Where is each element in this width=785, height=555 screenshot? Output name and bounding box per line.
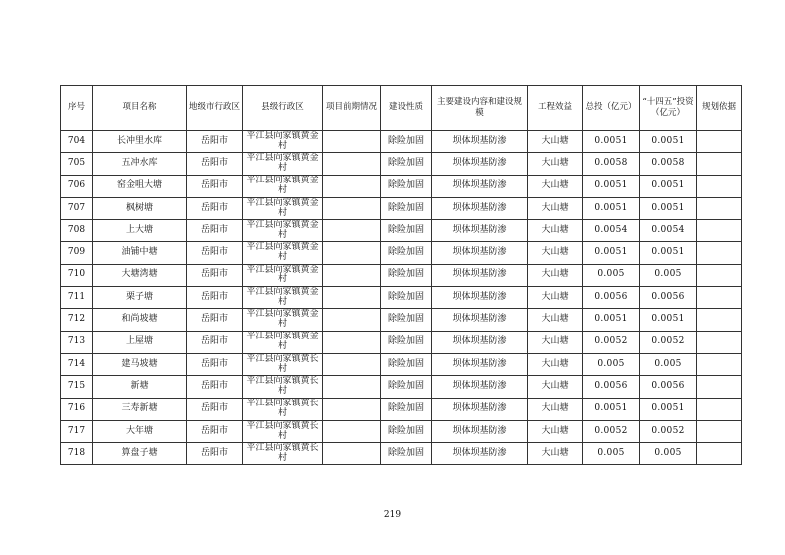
cell-construction-nature: 除险加固 <box>381 175 432 197</box>
cell-plan-investment: 0.0052 <box>640 331 697 353</box>
cell-planning-basis <box>697 153 742 175</box>
cell-plan-investment: 0.0056 <box>640 287 697 309</box>
cell-construction-content: 坝体坝基防渗 <box>432 398 528 420</box>
cell-city: 岳阳市 <box>187 420 243 442</box>
cell-seq: 704 <box>61 131 93 153</box>
cell-total-investment: 0.005 <box>583 264 640 286</box>
cell-preliminary-status <box>323 175 381 197</box>
cell-total-investment: 0.0051 <box>583 131 640 153</box>
cell-benefit: 大山塘 <box>528 175 583 197</box>
cell-benefit: 大山塘 <box>528 287 583 309</box>
cell-preliminary-status <box>323 331 381 353</box>
cell-city: 岳阳市 <box>187 376 243 398</box>
cell-project-name: 上屋塘 <box>93 331 187 353</box>
cell-construction-content: 坝体坝基防渗 <box>432 331 528 353</box>
cell-county: 平江县向家镇黄长村 <box>243 420 323 442</box>
cell-city: 岳阳市 <box>187 220 243 242</box>
cell-city: 岳阳市 <box>187 287 243 309</box>
cell-county: 平江县向家镇黄金村 <box>243 264 323 286</box>
cell-construction-nature: 除险加固 <box>381 153 432 175</box>
header-city: 地级市行政区 <box>187 86 243 131</box>
cell-preliminary-status <box>323 264 381 286</box>
cell-construction-nature: 除险加固 <box>381 220 432 242</box>
table-row <box>61 153 742 175</box>
header-project-name: 项目名称 <box>93 86 187 131</box>
cell-city: 岳阳市 <box>187 398 243 420</box>
cell-benefit: 大山塘 <box>528 376 583 398</box>
cell-seq: 710 <box>61 264 93 286</box>
cell-construction-nature: 除险加固 <box>381 420 432 442</box>
cell-construction-content: 坝体坝基防渗 <box>432 264 528 286</box>
cell-benefit: 大山塘 <box>528 331 583 353</box>
cell-project-name: 栗子塘 <box>93 287 187 309</box>
cell-benefit: 大山塘 <box>528 153 583 175</box>
cell-county: 平江县向家镇黄长村 <box>243 376 323 398</box>
cell-seq: 707 <box>61 197 93 219</box>
cell-construction-nature: 除险加固 <box>381 443 432 465</box>
cell-plan-investment: 0.005 <box>640 443 697 465</box>
cell-planning-basis <box>697 220 742 242</box>
header-county: 县级行政区 <box>243 86 323 131</box>
cell-construction-content: 坝体坝基防渗 <box>432 376 528 398</box>
cell-plan-investment: 0.0051 <box>640 175 697 197</box>
cell-construction-content: 坝体坝基防渗 <box>432 153 528 175</box>
cell-seq: 709 <box>61 242 93 264</box>
cell-preliminary-status <box>323 353 381 375</box>
cell-total-investment: 0.0054 <box>583 220 640 242</box>
cell-plan-investment: 0.0051 <box>640 197 697 219</box>
cell-project-name: 长冲里水库 <box>93 131 187 153</box>
cell-construction-content: 坝体坝基防渗 <box>432 197 528 219</box>
table-row <box>61 420 742 442</box>
cell-total-investment: 0.0052 <box>583 331 640 353</box>
cell-benefit: 大山塘 <box>528 220 583 242</box>
header-total-investment: 总投（亿元） <box>583 86 640 131</box>
header-plan-investment: “十四五”投资（亿元） <box>640 86 697 131</box>
cell-seq: 711 <box>61 287 93 309</box>
table-row <box>61 175 742 197</box>
cell-city: 岳阳市 <box>187 153 243 175</box>
project-table <box>60 85 742 465</box>
cell-county: 平江县向家镇黄金村 <box>243 220 323 242</box>
cell-planning-basis <box>697 353 742 375</box>
cell-seq: 718 <box>61 443 93 465</box>
cell-planning-basis <box>697 443 742 465</box>
cell-county: 平江县向家镇黄长村 <box>243 398 323 420</box>
cell-preliminary-status <box>323 131 381 153</box>
cell-preliminary-status <box>323 242 381 264</box>
table-row <box>61 131 742 153</box>
table-body <box>61 131 742 465</box>
cell-plan-investment: 0.0051 <box>640 242 697 264</box>
cell-total-investment: 0.0051 <box>583 175 640 197</box>
cell-construction-nature: 除险加固 <box>381 398 432 420</box>
cell-seq: 716 <box>61 398 93 420</box>
cell-plan-investment: 0.0054 <box>640 220 697 242</box>
cell-construction-content: 坝体坝基防渗 <box>432 131 528 153</box>
cell-project-name: 三寿新塘 <box>93 398 187 420</box>
cell-planning-basis <box>697 197 742 219</box>
cell-construction-nature: 除险加固 <box>381 353 432 375</box>
cell-plan-investment: 0.0051 <box>640 309 697 331</box>
cell-construction-nature: 除险加固 <box>381 197 432 219</box>
cell-seq: 712 <box>61 309 93 331</box>
cell-county: 平江县向家镇黄金村 <box>243 242 323 264</box>
cell-construction-content: 坝体坝基防渗 <box>432 353 528 375</box>
cell-total-investment: 0.0052 <box>583 420 640 442</box>
cell-seq: 713 <box>61 331 93 353</box>
cell-planning-basis <box>697 264 742 286</box>
cell-total-investment: 0.0051 <box>583 197 640 219</box>
table-row <box>61 242 742 264</box>
cell-plan-investment: 0.005 <box>640 264 697 286</box>
cell-project-name: 新塘 <box>93 376 187 398</box>
cell-seq: 717 <box>61 420 93 442</box>
cell-county: 平江县向家镇黄金村 <box>243 131 323 153</box>
cell-plan-investment: 0.0058 <box>640 153 697 175</box>
cell-city: 岳阳市 <box>187 443 243 465</box>
cell-preliminary-status <box>323 443 381 465</box>
cell-benefit: 大山塘 <box>528 443 583 465</box>
cell-plan-investment: 0.005 <box>640 353 697 375</box>
cell-plan-investment: 0.0052 <box>640 420 697 442</box>
cell-construction-content: 坝体坝基防渗 <box>432 175 528 197</box>
table-row <box>61 264 742 286</box>
cell-seq: 706 <box>61 175 93 197</box>
cell-preliminary-status <box>323 153 381 175</box>
table-row <box>61 331 742 353</box>
cell-benefit: 大山塘 <box>528 420 583 442</box>
cell-construction-nature: 除险加固 <box>381 131 432 153</box>
header-planning-basis: 规划依据 <box>697 86 742 131</box>
cell-project-name: 上大塘 <box>93 220 187 242</box>
cell-benefit: 大山塘 <box>528 309 583 331</box>
table-row <box>61 443 742 465</box>
cell-planning-basis <box>697 420 742 442</box>
cell-planning-basis <box>697 287 742 309</box>
cell-planning-basis <box>697 131 742 153</box>
cell-county: 平江县向家镇黄金村 <box>243 175 323 197</box>
cell-seq: 708 <box>61 220 93 242</box>
cell-preliminary-status <box>323 197 381 219</box>
cell-construction-nature: 除险加固 <box>381 331 432 353</box>
cell-planning-basis <box>697 398 742 420</box>
cell-construction-content: 坝体坝基防渗 <box>432 220 528 242</box>
table-row <box>61 287 742 309</box>
cell-preliminary-status <box>323 376 381 398</box>
cell-city: 岳阳市 <box>187 353 243 375</box>
cell-benefit: 大山塘 <box>528 264 583 286</box>
cell-planning-basis <box>697 242 742 264</box>
cell-county: 平江县向家镇黄金村 <box>243 153 323 175</box>
header-construction-nature: 建设性质 <box>381 86 432 131</box>
cell-county: 平江县向家镇黄长村 <box>243 353 323 375</box>
cell-project-name: 建马坡塘 <box>93 353 187 375</box>
cell-total-investment: 0.0051 <box>583 398 640 420</box>
cell-project-name: 算盘子塘 <box>93 443 187 465</box>
cell-benefit: 大山塘 <box>528 398 583 420</box>
cell-total-investment: 0.005 <box>583 443 640 465</box>
cell-construction-content: 坝体坝基防渗 <box>432 309 528 331</box>
table-row <box>61 309 742 331</box>
cell-total-investment: 0.0056 <box>583 376 640 398</box>
cell-preliminary-status <box>323 398 381 420</box>
cell-benefit: 大山塘 <box>528 131 583 153</box>
cell-county: 平江县向家镇黄金村 <box>243 331 323 353</box>
cell-city: 岳阳市 <box>187 242 243 264</box>
cell-county: 平江县向家镇黄金村 <box>243 197 323 219</box>
cell-city: 岳阳市 <box>187 264 243 286</box>
cell-planning-basis <box>697 309 742 331</box>
cell-project-name: 和尚坡塘 <box>93 309 187 331</box>
header-seq: 序号 <box>61 86 93 131</box>
cell-construction-content: 坝体坝基防渗 <box>432 287 528 309</box>
cell-total-investment: 0.005 <box>583 353 640 375</box>
header-preliminary-status: 项目前期情况 <box>323 86 381 131</box>
table-row <box>61 398 742 420</box>
cell-benefit: 大山塘 <box>528 197 583 219</box>
header-construction-content: 主要建设内容和建设规模 <box>432 86 528 131</box>
cell-construction-nature: 除险加固 <box>381 287 432 309</box>
cell-total-investment: 0.0058 <box>583 153 640 175</box>
cell-construction-content: 坝体坝基防渗 <box>432 443 528 465</box>
cell-project-name: 五冲水库 <box>93 153 187 175</box>
cell-county: 平江县向家镇黄金村 <box>243 287 323 309</box>
cell-city: 岳阳市 <box>187 331 243 353</box>
header-benefit: 工程效益 <box>528 86 583 131</box>
table-row <box>61 220 742 242</box>
cell-total-investment: 0.0051 <box>583 242 640 264</box>
cell-preliminary-status <box>323 287 381 309</box>
cell-plan-investment: 0.0051 <box>640 398 697 420</box>
cell-planning-basis <box>697 331 742 353</box>
cell-benefit: 大山塘 <box>528 353 583 375</box>
cell-project-name: 大年塘 <box>93 420 187 442</box>
cell-city: 岳阳市 <box>187 175 243 197</box>
cell-planning-basis <box>697 175 742 197</box>
table-row <box>61 353 742 375</box>
cell-city: 岳阳市 <box>187 131 243 153</box>
cell-preliminary-status <box>323 220 381 242</box>
cell-total-investment: 0.0051 <box>583 309 640 331</box>
cell-project-name: 大塘湾塘 <box>93 264 187 286</box>
cell-plan-investment: 0.0056 <box>640 376 697 398</box>
table-row <box>61 376 742 398</box>
cell-seq: 705 <box>61 153 93 175</box>
cell-construction-content: 坝体坝基防渗 <box>432 242 528 264</box>
cell-seq: 715 <box>61 376 93 398</box>
cell-city: 岳阳市 <box>187 309 243 331</box>
cell-benefit: 大山塘 <box>528 242 583 264</box>
table-header-row <box>61 86 742 131</box>
cell-plan-investment: 0.0051 <box>640 131 697 153</box>
table-row <box>61 197 742 219</box>
cell-project-name: 枫树塘 <box>93 197 187 219</box>
cell-construction-content: 坝体坝基防渗 <box>432 420 528 442</box>
cell-city: 岳阳市 <box>187 197 243 219</box>
cell-construction-nature: 除险加固 <box>381 309 432 331</box>
cell-county: 平江县向家镇黄长村 <box>243 443 323 465</box>
cell-construction-nature: 除险加固 <box>381 242 432 264</box>
cell-county: 平江县向家镇黄金村 <box>243 309 323 331</box>
cell-project-name: 窑金咀大塘 <box>93 175 187 197</box>
cell-seq: 714 <box>61 353 93 375</box>
cell-planning-basis <box>697 376 742 398</box>
cell-preliminary-status <box>323 309 381 331</box>
cell-total-investment: 0.0056 <box>583 287 640 309</box>
cell-preliminary-status <box>323 420 381 442</box>
cell-construction-nature: 除险加固 <box>381 264 432 286</box>
page-number: 219 <box>383 510 402 520</box>
cell-project-name: 油铺中塘 <box>93 242 187 264</box>
cell-construction-nature: 除险加固 <box>381 376 432 398</box>
